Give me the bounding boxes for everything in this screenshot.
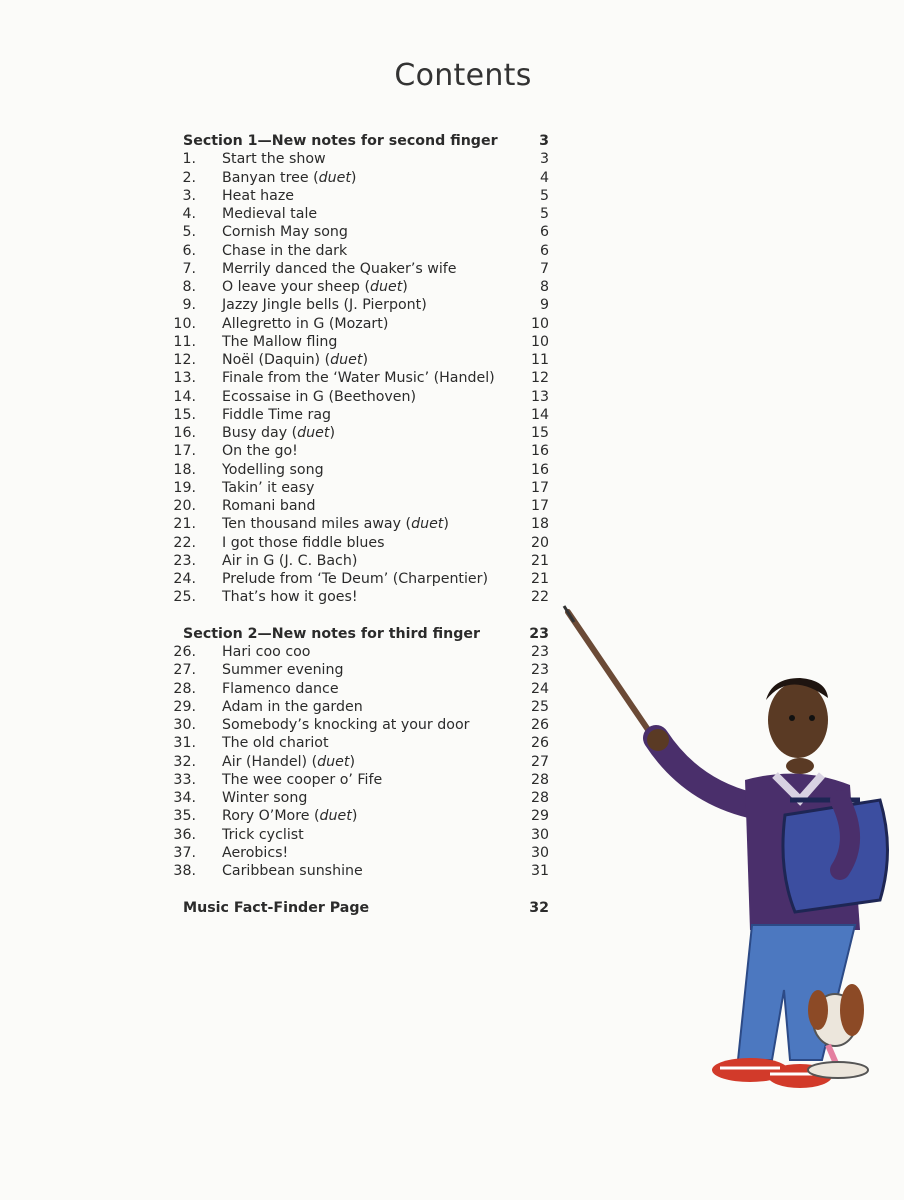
entry-title-wrap [222,406,331,424]
entry-page-number: 26 [530,735,549,752]
entry-title: Start the show [222,151,326,168]
entry-title-wrap [222,442,298,460]
entry-title-wrap: Air (Handel) (duet) [222,753,355,770]
entry-page-number: 26 [530,717,549,733]
toc-entry [183,223,549,241]
entry-title: Rory O’More [222,808,310,825]
toc-entry [183,278,549,296]
toc-entry [173,753,549,771]
entry-title-wrap [222,844,288,862]
boy-with-violin-illustration [560,600,900,1100]
entry-title-wrap [222,789,307,807]
section-page-number: 23 [529,625,549,642]
entry-number: 4. [182,206,196,222]
entry-title: Jazzy Jingle bells (J. Pierpont) [222,297,427,314]
entry-number: 3. [182,187,196,204]
entry-title: Banyan tree [222,169,309,186]
entry-page-number: 4 [539,169,549,186]
entry-note: duet [369,279,403,295]
entry-page-number: 16 [530,461,549,478]
entry-title: Busy day [222,425,288,441]
entry-page-number: 12 [530,370,549,387]
entry-title: Fiddle Time rag [222,406,332,423]
entry-title: Merrily danced the Quaker’s wife [222,260,457,277]
entry-title-wrap [222,479,314,497]
entry-page-number: 14 [530,406,549,423]
entry-note: duet [317,753,350,770]
entry-title-wrap [222,534,385,552]
toc-entry [173,643,549,661]
entry-title-wrap [222,771,382,789]
entry-number: 2. [182,169,196,186]
entry-title: Winter song [222,790,308,806]
entry-title-wrap [222,242,347,260]
entry-number: 38. [173,863,196,879]
entry-note: duet [411,516,444,533]
entry-title-wrap: Rory O’More (duet) [222,808,358,825]
toc-entry [173,826,549,844]
entry-page-number: 5 [539,206,549,222]
section-heading [183,625,549,643]
entry-title: Takin’ it easy [222,479,315,496]
entry-title-wrap [222,223,348,241]
toc-entry [173,515,549,533]
entry-title: Cornish May song [222,224,348,241]
entry-number: 28. [173,680,196,697]
entry-page-number: 23 [530,662,549,679]
entry-title: Aerobics! [222,844,289,861]
entry-number: 27. [173,662,196,679]
entry-page-number: 31 [530,863,549,879]
entry-number: 30. [173,717,196,733]
entry-page-number: 8 [539,279,549,295]
toc-entry [173,442,549,460]
entry-title: O leave your sheep [222,279,360,295]
entry-number: 36. [173,826,196,843]
entry-title-wrap [222,552,357,570]
entry-number: 19. [173,479,196,496]
entry-title-wrap: Banyan tree (duet) [222,169,357,186]
entry-title-wrap [222,205,317,223]
entry-title: On the go! [222,443,298,460]
entry-page-number: 22 [530,589,549,606]
spacer [183,607,549,625]
entry-page-number: 15 [530,425,549,441]
toc-entry [173,333,549,351]
entry-title: Prelude from ‘Te Deum’ (Charpentier) [222,571,489,587]
entry-page-number: 10 [530,315,549,332]
entry-page-number: 17 [530,479,549,496]
entry-number: 17. [173,443,196,460]
entry-page-number: 7 [539,260,549,277]
entry-number: 11. [173,333,196,350]
entry-title-wrap: O leave your sheep (duet) [222,279,408,295]
spacer [183,880,549,898]
entry-title: Adam in the garden [222,698,363,715]
entry-title: The Mallow fling [222,333,338,350]
toc-entry [173,315,549,333]
toc-entry [183,296,549,314]
entry-number: 5. [182,224,196,241]
entry-title: Ten thousand miles away [222,516,402,533]
entry-page-number: 9 [539,297,549,314]
entry-page-number: 28 [530,790,549,806]
toc-entry [183,187,549,205]
entry-title-wrap: Noël (Daquin) (duet) [222,352,368,368]
entry-page-number: 3 [539,151,549,168]
toc-entry [173,771,549,789]
toc-entry [183,150,549,168]
entry-number: 21. [173,516,196,533]
toc-entry [173,862,549,880]
entry-page-number: 30 [530,844,549,861]
entry-page-number: 17 [530,498,549,514]
entry-number: 23. [173,552,196,569]
entry-title-wrap [222,716,469,734]
entry-page-number: 20 [530,534,549,551]
entry-title-wrap [222,862,363,880]
entry-title: Noël (Daquin) [222,352,321,368]
entry-title-wrap [222,643,310,661]
entry-page-number: 6 [539,242,549,259]
entry-number: 26. [173,644,196,660]
toc-entry [173,661,549,679]
toc-entry [173,734,549,752]
entry-title-wrap [222,187,294,205]
entry-page-number: 27 [530,753,549,770]
entry-title: Air (Handel) [222,753,308,770]
toc-entry [183,205,549,223]
entry-title: Somebody’s knocking at your door [222,717,470,733]
entry-number: 29. [173,698,196,715]
entry-number: 32. [173,753,196,770]
toc-entry [173,369,549,387]
toc-entry [173,807,549,825]
entry-title-wrap [222,296,427,314]
entry-page-number: 30 [530,826,549,843]
section-title: Section 2—New notes for third finger [183,625,481,642]
entry-title-wrap [222,734,329,752]
entry-title: Hari coo coo [222,644,311,660]
entry-page-number: 5 [539,187,549,204]
entry-note: duet [318,169,351,186]
entry-number: 6. [182,242,196,259]
section-heading [183,132,549,150]
toc-entry [173,570,549,588]
entry-title-wrap [222,661,344,679]
toc-entry [183,242,549,260]
entry-number: 37. [173,844,196,861]
entry-number: 22. [173,534,196,551]
entry-number: 34. [173,790,196,806]
entry-title: Trick cyclist [222,826,304,843]
entry-number: 31. [173,735,196,752]
entry-page-number: 18 [530,516,549,533]
entry-number: 9. [182,297,196,314]
entry-title-wrap [222,588,358,606]
entry-number: 35. [173,808,196,825]
entry-title-wrap [222,826,304,844]
entry-page-number: 21 [530,571,549,587]
entry-page-number: 24 [530,680,549,697]
entry-title-wrap [222,260,457,278]
entry-title-wrap: Busy day (duet) [222,425,336,441]
entry-title: Medieval tale [222,206,318,222]
page-title: Contents [394,58,532,93]
section-title: Section 1—New notes for second finger [183,133,498,149]
entry-note: duet [297,425,330,441]
entry-title: Heat haze [222,187,295,204]
entry-page-number: 6 [539,224,549,241]
entry-title: Air in G (J. C. Bach) [222,552,358,569]
toc-entry [183,260,549,278]
entry-title: I got those fiddle blues [222,534,385,551]
entry-number: 18. [173,461,196,478]
entry-page-number: 25 [530,698,549,715]
toc-entry [183,169,549,187]
toc-entry [173,588,549,606]
entry-number: 8. [182,279,196,295]
table-of-contents [173,132,549,917]
toc-entry [173,461,549,479]
entry-page-number: 16 [530,443,549,460]
entry-number: 10. [173,315,196,332]
entry-title-wrap [222,497,316,515]
entry-title-wrap [222,315,388,333]
entry-number: 1. [182,151,196,168]
toc-entry [173,388,549,406]
entry-number: 25. [173,589,196,606]
entry-title: That’s how it goes! [222,589,358,606]
toc-entry [173,716,549,734]
entry-page-number: 28 [530,771,549,788]
toc-entry [173,789,549,807]
fact-finder-page-number: 32 [529,899,549,916]
entry-title-wrap [222,570,488,588]
entry-title: Romani band [222,498,316,514]
entry-number: 24. [173,571,196,587]
entry-title: Caribbean sunshine [222,863,363,879]
toc-entry [173,680,549,698]
entry-title: Chase in the dark [222,242,348,259]
entry-number: 20. [173,498,196,514]
section-page-number: 3 [539,133,549,149]
entry-title-wrap [222,461,324,479]
entry-title-wrap [222,388,416,406]
entry-title: Yodelling song [222,461,324,478]
toc-entry [173,406,549,424]
toc-entry [173,698,549,716]
entry-page-number: 13 [530,388,549,405]
entry-page-number: 11 [530,352,549,368]
entry-title-wrap [222,369,495,387]
toc-entry [173,552,549,570]
toc-entry [173,424,549,442]
toc-entry [173,844,549,862]
entry-title: Allegretto in G (Mozart) [222,315,389,332]
toc-entry [173,351,549,369]
entry-page-number: 10 [530,333,549,350]
entry-number: 12. [173,352,196,368]
entry-number: 14. [173,388,196,405]
toc-entry [173,497,549,515]
entry-title-wrap [222,333,337,351]
toc-entry [173,479,549,497]
entry-number: 7. [182,260,196,277]
entry-note: duet [330,352,363,368]
entry-title: The old chariot [222,735,329,752]
entry-number: 15. [173,406,196,423]
entry-title-wrap [222,680,339,698]
entry-number: 13. [173,370,196,387]
fact-finder-entry [183,899,549,917]
entry-number: 33. [173,771,196,788]
toc-entry [173,534,549,552]
entry-title: Flamenco dance [222,680,339,697]
entry-page-number: 29 [530,808,549,825]
entry-title: Finale from the ‘Water Music’ (Handel) [222,370,495,387]
entry-title: Ecossaise in G (Beethoven) [222,388,417,405]
entry-number: 16. [173,425,196,441]
fact-finder-title: Music Fact-Finder Page [183,899,370,916]
entry-title: The wee cooper o’ Fife [222,771,383,788]
entry-page-number: 23 [530,644,549,660]
entry-title-wrap [222,698,363,716]
entry-title: Summer evening [222,662,344,679]
entry-title-wrap: Ten thousand miles away (duet) [222,516,449,533]
entry-title-wrap [222,150,326,168]
entry-note: duet [319,808,352,825]
entry-page-number: 21 [530,552,549,569]
